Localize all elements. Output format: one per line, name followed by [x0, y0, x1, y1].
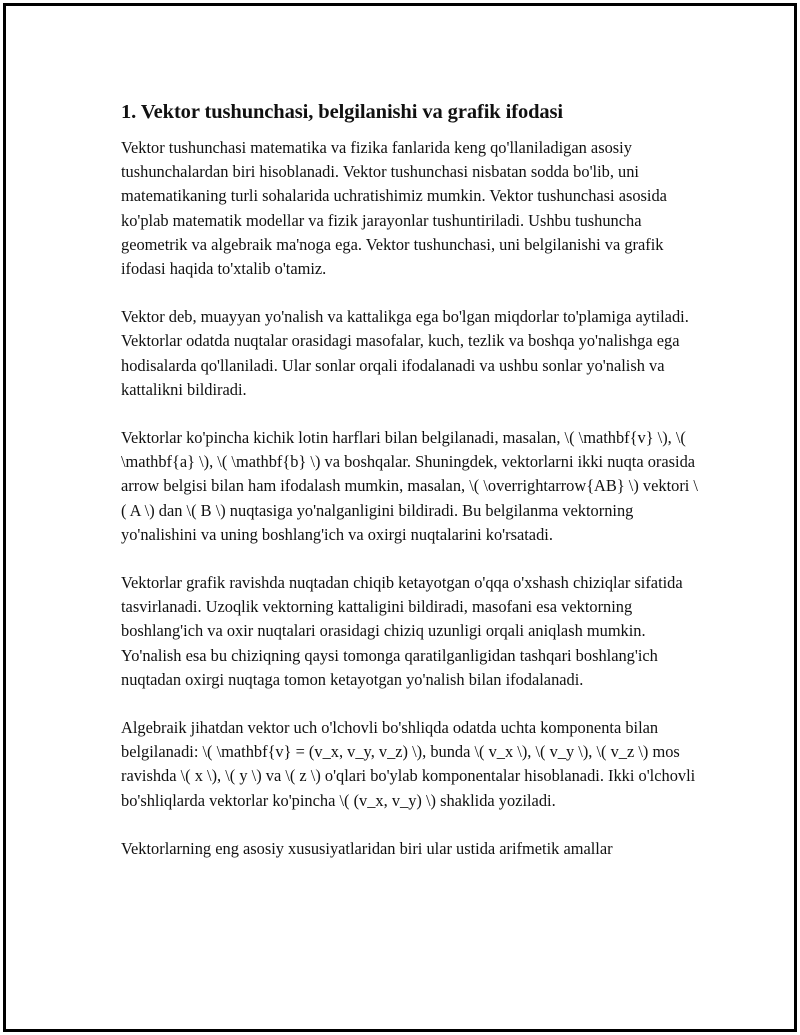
paragraph-graphic: Vektorlar grafik ravishda nuqtadan chiqib ketayotgan o'qqa o'xshash chiziqlar sifatida tasvirlanadi. Uzoqlik vektorning kattaligini bildiradi, masofani esa vektorning boshlang'ich va oxir nuqtalari orasidagi chiziq uzunligi orqali aniqlash mumkin. Yo'nalish esa bu chiziqning qaysi tomonga qaratilganligidan tashqari boshlang'ich nuqtadan oxirgi nuqtaga tomon ketayotgan yo'nalish bilan ifodalanadi. [121, 573, 683, 689]
paragraph-notation: Vektorlar ko'pincha kichik lotin harflari bilan belgilanadi, masalan, \( \mathbf{v} \), \( \mathbf{a} \), \( \mathbf{b} \) va boshqalar. Shuningdek, vektorlarni ikki nuqta orasida arrow belgisi bilan ham ifodalash mumkin, masalan, \( \overrightarrow{AB} \) vektori \( A \) dan \( B \) nuqtasiga yo'nalganligini bildiradi. Bu belgilanma vektorning yo'nalishini va uning boshlang'ich va oxirgi nuqtalarini ko'rsatadi. [121, 428, 698, 544]
section-heading: 1. Vektor tushunchasi, belgilanishi va grafik ifodasi [121, 101, 564, 123]
paragraph-properties: Vektorlarning eng asosiy xususiyatlaridan biri ular ustida arifmetik amallar [121, 838, 613, 858]
paragraph-intro: Vektor tushunchasi matematika va fizika fanlarida keng qo'llaniladigan asosiy tushunchalardan biri hisoblanadi. Vektor tushunchasi nisbatan sodda bo'lib, uni matematikaning turli sohalarida uchratishimiz mumkin. Vektor tushunchasi asosida ko'plab matematik modellar va fizik jarayonlar tushuntiriladi. Ushbu tushuncha geometrik va algebraik ma'noga ega. Vektor tushunchasi, uni belgilanishi va grafik ifodasi haqida to'xtalib o'tamiz. [121, 138, 667, 279]
document-body [121, 98, 701, 885]
paragraph-definition: Vektor deb, muayyan yo'nalish va kattalikga ega bo'lgan miqdorlar to'plamiga aytiladi. Vektorlar odatda nuqtalar orasidagi masofalar, kuch, tezlik va boshqa yo'nalishga ega hodisalarda qo'llaniladi. Ular sonlar orqali ifodalanadi va ushbu sonlar yo'nalish va kattalikni bildiradi. [121, 307, 689, 399]
page-frame [3, 3, 797, 1032]
paragraph-algebraic: Algebraik jihatdan vektor uch o'lchovli bo'shliqda odatda uchta komponenta bilan belgilanadi: \( \mathbf{v} = (v_x, v_y, v_z) \), bunda \( v_x \), \( v_y \), \( v_z \) mos ravishda \( x \), \( y \) va \( z \) o'qlari bo'ylab komponentalar hisoblanadi. Ikki o'lchovli bo'shliqlarda vektorlar ko'pincha \( (v_x, v_y) \) shaklida yoziladi. [121, 718, 696, 810]
